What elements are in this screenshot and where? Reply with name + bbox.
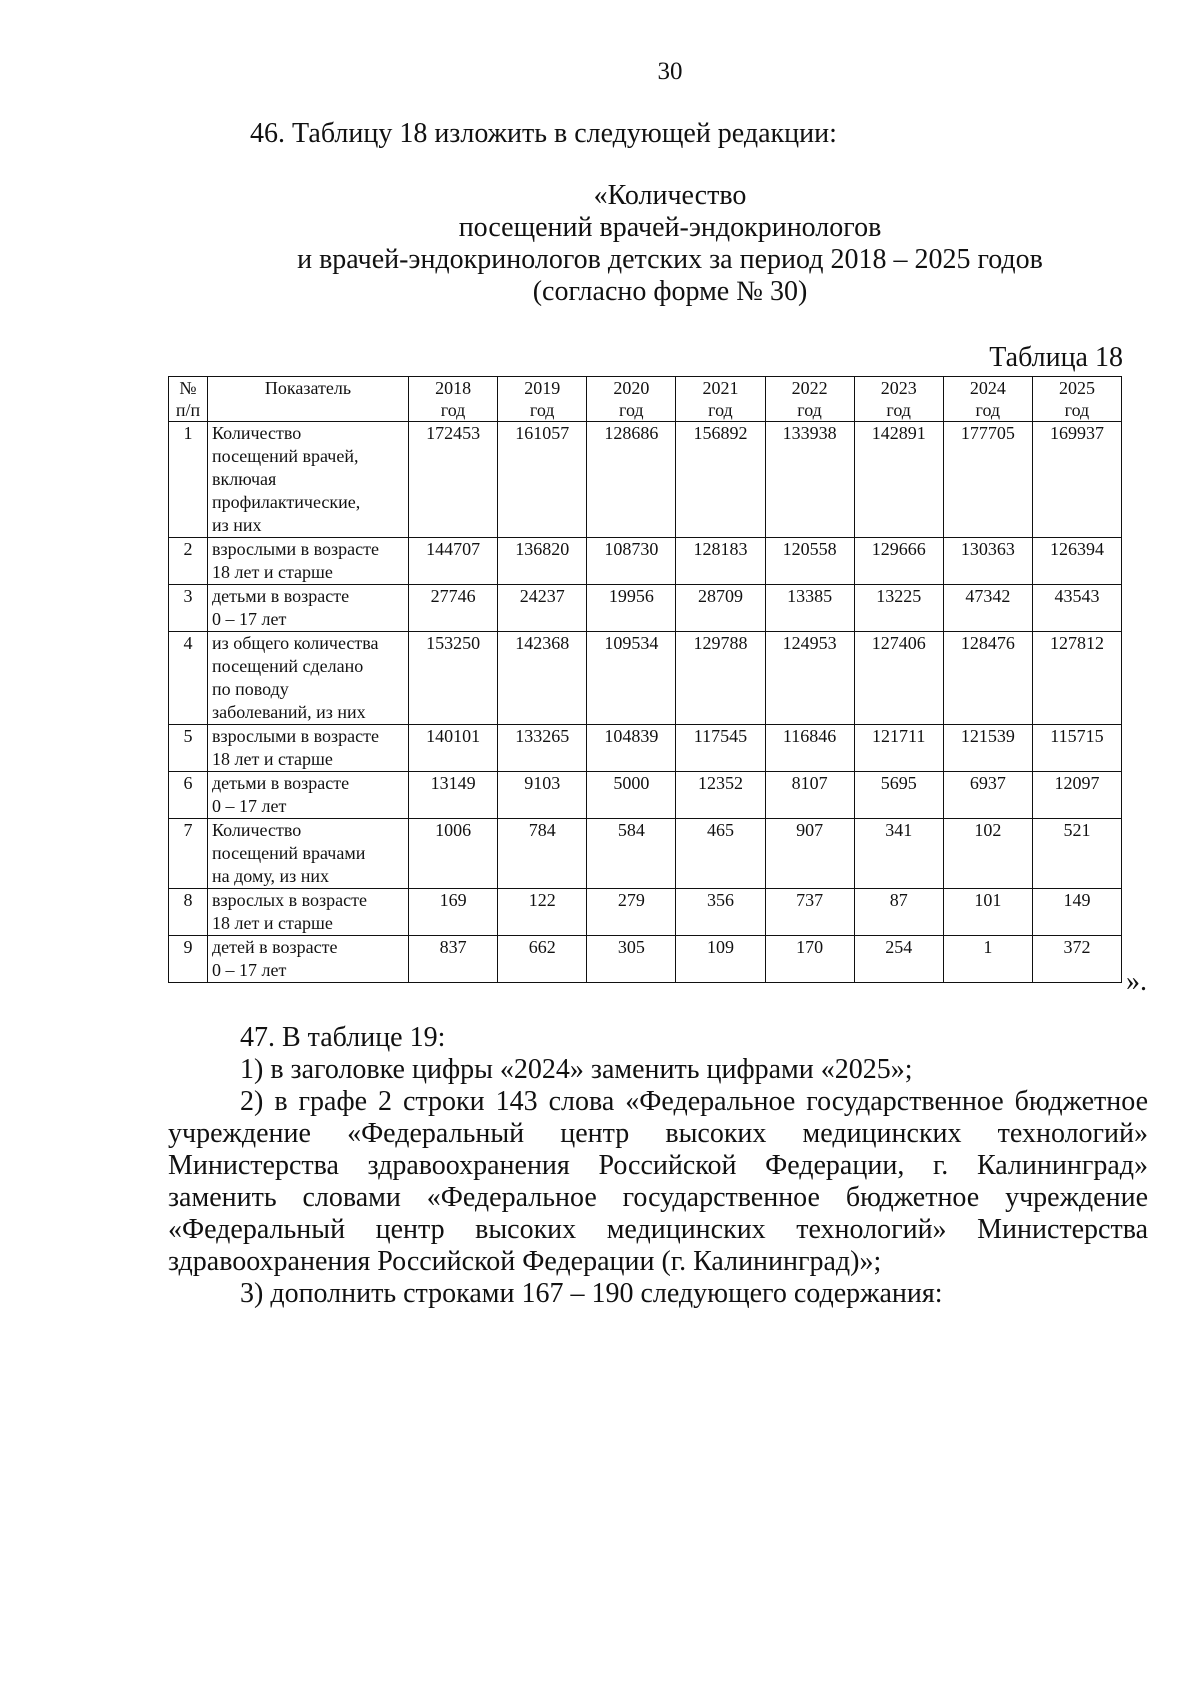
row-value: 115715 — [1032, 725, 1121, 772]
row-value: 28709 — [676, 585, 765, 632]
page-number: 30 — [657, 58, 683, 85]
row-number: 8 — [169, 889, 208, 936]
row-value: 136820 — [498, 538, 587, 585]
row-value: 129788 — [676, 632, 765, 725]
row-number: 2 — [169, 538, 208, 585]
item-47-sub2-line: Министерства здравоохранения Российской Федерации, г. Калининград» — [168, 1150, 1148, 1181]
row-value: 5000 — [587, 772, 676, 819]
row-value: 121711 — [854, 725, 943, 772]
header-year-value: 2021 — [702, 378, 739, 398]
item-47-sub2-line: здравоохранения Российской Федерации (г. Калининград)»; — [168, 1246, 882, 1277]
table-row — [169, 725, 1122, 772]
row-indicator-line: 0 – 17 лет — [212, 796, 287, 816]
row-value: 108730 — [587, 538, 676, 585]
item-47-sub2 — [168, 1086, 1148, 1278]
item-47-sub2-line: 2) в графе 2 строки 143 слова «Федеральное государственное бюджетное — [240, 1086, 1148, 1117]
row-value: 521 — [1032, 819, 1121, 889]
row-number: 9 — [169, 936, 208, 983]
row-value: 140101 — [409, 725, 498, 772]
row-indicator-line: 18 лет и старше — [212, 749, 333, 769]
row-value: 837 — [409, 936, 498, 983]
data-table — [168, 376, 1122, 983]
table-row — [169, 819, 1122, 889]
header-year — [498, 377, 587, 422]
row-value: 279 — [587, 889, 676, 936]
row-value: 156892 — [676, 422, 765, 538]
row-value: 907 — [765, 819, 854, 889]
row-value: 144707 — [409, 538, 498, 585]
row-value: 170 — [765, 936, 854, 983]
table-row — [169, 772, 1122, 819]
row-value: 133265 — [498, 725, 587, 772]
header-year — [854, 377, 943, 422]
header-year-value: 2020 — [613, 378, 650, 398]
title-line: и врачей-эндокринологов детских за период 2018 – 2025 годов — [297, 244, 1043, 275]
row-indicator-line: профилактические, — [212, 492, 361, 512]
header-indicator: Показатель — [208, 377, 409, 422]
table-body — [169, 422, 1122, 983]
header-year-value: 2024 — [969, 378, 1006, 398]
row-value: 161057 — [498, 422, 587, 538]
row-indicator — [208, 819, 409, 889]
header-year-unit: год — [708, 400, 733, 420]
item-47-sub2-line: заменить словами «Федеральное государственное бюджетное учреждение — [168, 1182, 1148, 1213]
closing-quote: ». — [1126, 966, 1147, 997]
row-indicator-line: посещений сделано — [212, 656, 364, 676]
header-year-value: 2023 — [880, 378, 917, 398]
title-line: посещений врачей-эндокринологов — [458, 212, 882, 243]
row-value: 128183 — [676, 538, 765, 585]
item-47-intro: 47. В таблице 19: — [240, 1022, 446, 1053]
header-number-line: п/п — [175, 400, 201, 420]
header-year-value: 2019 — [524, 378, 561, 398]
row-value: 12352 — [676, 772, 765, 819]
header-year-unit: год — [619, 400, 644, 420]
header-year-unit: год — [886, 400, 911, 420]
row-value: 109534 — [587, 632, 676, 725]
row-value: 126394 — [1032, 538, 1121, 585]
row-indicator — [208, 422, 409, 538]
title-line: «Количество — [593, 180, 747, 211]
item-47-sub2-line: учреждение «Федеральный центр высоких медицинских технологий» — [168, 1118, 1148, 1149]
header-year-unit: год — [797, 400, 822, 420]
row-value: 5695 — [854, 772, 943, 819]
row-value: 127812 — [1032, 632, 1121, 725]
row-value: 117545 — [676, 725, 765, 772]
row-number: 3 — [169, 585, 208, 632]
row-value: 12097 — [1032, 772, 1121, 819]
row-indicator-line: Количество — [212, 423, 302, 443]
item-46-heading: 46. Таблицу 18 изложить в следующей редакции: — [250, 118, 837, 149]
row-value: 47342 — [943, 585, 1032, 632]
table-label: Таблица 18 — [989, 342, 1123, 373]
header-year-unit: год — [975, 400, 1001, 420]
row-value: 130363 — [943, 538, 1032, 585]
row-indicator-line: детьми в возрасте — [212, 773, 350, 793]
row-value: 153250 — [409, 632, 498, 725]
row-value: 169 — [409, 889, 498, 936]
row-indicator — [208, 936, 409, 983]
row-value: 662 — [498, 936, 587, 983]
row-value: 465 — [676, 819, 765, 889]
title-line: (согласно форме № 30) — [532, 276, 808, 307]
header-year-value: 2025 — [1058, 378, 1095, 398]
row-number: 4 — [169, 632, 208, 725]
row-indicator — [208, 772, 409, 819]
row-indicator — [208, 725, 409, 772]
item-47-sub3: 3) дополнить строками 167 – 190 следующего содержания: — [240, 1278, 943, 1309]
row-indicator-line: 18 лет и старше — [212, 562, 333, 582]
row-value: 13385 — [765, 585, 854, 632]
table-row — [169, 422, 1122, 538]
row-value: 127406 — [854, 632, 943, 725]
row-value: 116846 — [765, 725, 854, 772]
row-value: 142891 — [854, 422, 943, 538]
row-indicator-line: из общего количества — [212, 633, 379, 653]
row-value: 24237 — [498, 585, 587, 632]
item-47-sub1: 1) в заголовке цифры «2024» заменить цифрами «2025»; — [240, 1054, 913, 1085]
row-number: 6 — [169, 772, 208, 819]
row-value: 128686 — [587, 422, 676, 538]
row-indicator — [208, 889, 409, 936]
row-value: 6937 — [943, 772, 1032, 819]
row-value: 737 — [765, 889, 854, 936]
row-value: 43543 — [1032, 585, 1121, 632]
row-indicator-line: 18 лет и старше — [212, 913, 333, 933]
row-value: 356 — [676, 889, 765, 936]
row-value: 169937 — [1032, 422, 1121, 538]
row-value: 8107 — [765, 772, 854, 819]
row-value: 87 — [854, 889, 943, 936]
header-year — [943, 377, 1032, 422]
row-indicator-line: заболеваний, из них — [212, 702, 366, 722]
row-value: 372 — [1032, 936, 1121, 983]
row-indicator-line: посещений врачами — [212, 843, 366, 863]
row-indicator-line: на дому, из них — [212, 866, 330, 886]
row-indicator — [208, 585, 409, 632]
header-year-value: 2022 — [791, 378, 828, 398]
header-year — [409, 377, 498, 422]
row-value: 19956 — [587, 585, 676, 632]
row-indicator-line: детьми в возрасте — [212, 586, 350, 606]
table-row — [169, 538, 1122, 585]
row-indicator-line: детей в возрасте — [212, 937, 338, 957]
row-value: 305 — [587, 936, 676, 983]
row-indicator — [208, 538, 409, 585]
row-indicator-line: по поводу — [212, 679, 289, 699]
row-value: 124953 — [765, 632, 854, 725]
header-number — [169, 377, 208, 422]
header-year-unit: год — [1064, 400, 1090, 420]
item-47-sub2-line: «Федеральный центр высоких медицинских технологий» Министерства — [168, 1214, 1148, 1245]
header-year — [676, 377, 765, 422]
row-indicator-line: включая — [212, 469, 277, 489]
header-year-value: 2018 — [435, 378, 472, 398]
row-value: 13225 — [854, 585, 943, 632]
row-value: 101 — [943, 889, 1032, 936]
table-row — [169, 585, 1122, 632]
row-value: 128476 — [943, 632, 1032, 725]
row-indicator-line: 0 – 17 лет — [212, 609, 287, 629]
header-year-unit: год — [529, 400, 555, 420]
header-year — [1032, 377, 1121, 422]
row-indicator-line: взрослых в возрасте — [212, 890, 367, 910]
row-value: 133938 — [765, 422, 854, 538]
row-value: 142368 — [498, 632, 587, 725]
table-row — [169, 632, 1122, 725]
row-indicator-line: Количество — [212, 820, 302, 840]
row-value: 122 — [498, 889, 587, 936]
table-row — [169, 936, 1122, 983]
row-value: 341 — [854, 819, 943, 889]
row-number: 1 — [169, 422, 208, 538]
row-value: 120558 — [765, 538, 854, 585]
row-value: 177705 — [943, 422, 1032, 538]
row-value: 149 — [1032, 889, 1121, 936]
row-indicator — [208, 632, 409, 725]
table-title — [250, 180, 1090, 308]
row-value: 1006 — [409, 819, 498, 889]
row-value: 121539 — [943, 725, 1032, 772]
row-value: 9103 — [498, 772, 587, 819]
header-year — [587, 377, 676, 422]
row-value: 109 — [676, 936, 765, 983]
row-value: 172453 — [409, 422, 498, 538]
row-value: 254 — [854, 936, 943, 983]
header-number-line: № — [179, 378, 197, 398]
row-indicator-line: посещений врачей, — [212, 446, 359, 466]
row-indicator-line: взрослыми в возрасте — [212, 539, 379, 559]
row-value: 102 — [943, 819, 1032, 889]
row-value: 584 — [587, 819, 676, 889]
row-indicator-line: 0 – 17 лет — [212, 960, 287, 980]
row-number: 7 — [169, 819, 208, 889]
row-indicator-line: из них — [212, 515, 262, 535]
row-indicator-line: взрослыми в возрасте — [212, 726, 379, 746]
row-value: 104839 — [587, 725, 676, 772]
row-value: 784 — [498, 819, 587, 889]
table-row — [169, 889, 1122, 936]
header-year — [765, 377, 854, 422]
row-value: 27746 — [409, 585, 498, 632]
row-value: 13149 — [409, 772, 498, 819]
row-value: 129666 — [854, 538, 943, 585]
row-value: 1 — [943, 936, 1032, 983]
row-number: 5 — [169, 725, 208, 772]
header-row — [169, 377, 1122, 422]
header-year-unit: год — [440, 400, 466, 420]
